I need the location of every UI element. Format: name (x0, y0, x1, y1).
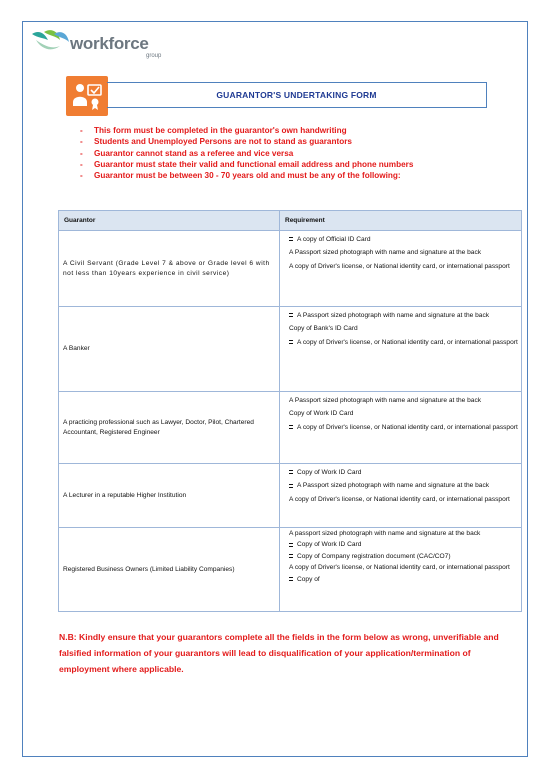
requirement-text: Copy of Company registration document (CAC/CO7) (297, 552, 451, 560)
logo-subtext: group (146, 53, 162, 59)
requirement-item (283, 552, 518, 561)
form-title-box (107, 82, 487, 108)
requirement-text: A Passport sized photograph with name and signature at the back (297, 482, 490, 490)
requirement-item (283, 409, 518, 418)
rule-item: - Students and Unemployed Persons are not to stand as guarantors (80, 137, 352, 147)
requirement-text: A copy of Driver's license, or National identity card, or international passport (289, 495, 510, 503)
rule-text: Students and Unemployed Persons are not to stand as guarantors (94, 137, 352, 147)
logo-wordmark: workforce (70, 34, 149, 53)
requirement-cell (280, 464, 522, 528)
checkbox-icon (289, 484, 293, 488)
table-row (59, 307, 522, 392)
requirement-text: A Passport sized photograph with name and signature at the back (289, 397, 482, 404)
requirement-text: A copy of Driver's license, or National identity card, or international passport (297, 423, 518, 431)
header-requirement: Requirement (280, 211, 522, 231)
rule-text: Guarantor must state their valid and functional email address and phone numbers (94, 159, 414, 169)
requirement-item (283, 468, 518, 477)
requirement-text: A copy of Official ID Card (297, 236, 371, 243)
table-header-row (59, 211, 522, 231)
checkbox-icon (289, 543, 293, 547)
logo-mark-icon (30, 28, 70, 54)
guarantor-cell: A Civil Servant (Grade Level 7 & above or Grade level 6 with not less than 10years experience in civil service) (59, 231, 280, 307)
guarantor-cell: Registered Business Owners (Limited Liability Companies) (59, 528, 280, 612)
rule-item: - Guarantor cannot stand as a referee and vice versa (80, 148, 294, 158)
checkbox-icon (289, 470, 293, 474)
requirement-text: Copy of Bank's ID Card (289, 325, 358, 333)
requirement-item (283, 235, 518, 244)
rule-text: This form must be completed in the guarantor's own handwriting (94, 126, 347, 135)
table-row (59, 392, 522, 464)
certificate-icon (66, 76, 108, 116)
table-row (59, 528, 522, 612)
requirement-item (283, 338, 518, 347)
requirement-item (283, 423, 518, 432)
checkbox-icon (289, 425, 293, 429)
requirement-text: A Passport sized photograph with name and signature at the back (289, 249, 482, 257)
requirement-cell (280, 528, 522, 612)
checkbox-icon (289, 313, 293, 317)
checkbox-icon (289, 237, 293, 241)
table-row (59, 464, 522, 528)
requirement-text: A copy of Driver's license, or National identity card, or international passport (289, 262, 510, 270)
requirement-item (283, 563, 518, 572)
form-title: GUARANTOR'S UNDERTAKING FORM (216, 90, 377, 100)
checkbox-icon (289, 577, 293, 581)
requirement-text: Copy of (297, 575, 320, 583)
requirement-text: A copy of Driver's license, or National identity card, or international passport (297, 338, 518, 346)
checkbox-icon (289, 554, 293, 558)
requirement-item (283, 311, 518, 320)
requirement-item (283, 540, 518, 549)
requirement-item (283, 481, 518, 490)
requirement-text: A copy of Driver's license, or National identity card, or international passport (289, 564, 510, 572)
rule-text: Guarantor must be between 30 - 70 years old and must be any of the following: (94, 171, 401, 181)
table-row (59, 231, 522, 307)
requirement-cell (280, 231, 522, 307)
guarantor-cell: A Banker (59, 307, 280, 392)
guarantor-requirements-table (58, 210, 522, 612)
requirement-cell (280, 392, 522, 464)
guarantor-cell: A practicing professional such as Lawyer, Doctor, Pilot, Chartered Accountant, Registered Engineer (59, 392, 280, 464)
requirement-item (283, 495, 518, 504)
requirement-item (283, 324, 518, 333)
checkbox-icon (289, 340, 293, 344)
requirement-text: Copy of Work ID Card (289, 410, 354, 418)
requirement-item (283, 396, 518, 405)
rule-item: - This form must be completed in the guarantor's own handwriting (80, 126, 347, 135)
requirement-item (283, 529, 518, 538)
rule-item: - Guarantor must be between 30 - 70 years old and must be any of the following: (80, 171, 401, 181)
requirement-item (283, 262, 518, 271)
nb-notice: N.B: Kindly ensure that your guarantors complete all the fields in the form below as wrong, unverifiable and falsified information of your guarantors will lead to disqualification of your application/termination of employment where applicable. (59, 632, 499, 674)
guarantor-cell: A Lecturer in a reputable Higher Institution (59, 464, 280, 528)
rule-item: - Guarantor must state their valid and functional email address and phone numbers (80, 159, 414, 169)
rule-text: Guarantor cannot stand as a referee and vice versa (94, 148, 294, 158)
requirement-text: Copy of Work ID Card (297, 541, 362, 549)
rules-list (80, 125, 500, 181)
requirement-item (283, 248, 518, 257)
requirement-text: A Passport sized photograph with name and signature at the back (297, 312, 490, 319)
requirement-item (283, 575, 518, 584)
requirement-text: A passport sized photograph with name and signature at the back (289, 530, 481, 537)
header-guarantor: Guarantor (59, 211, 280, 231)
requirement-text: Copy of Work ID Card (297, 469, 362, 476)
requirement-cell (280, 307, 522, 392)
workforce-logo (30, 26, 162, 66)
